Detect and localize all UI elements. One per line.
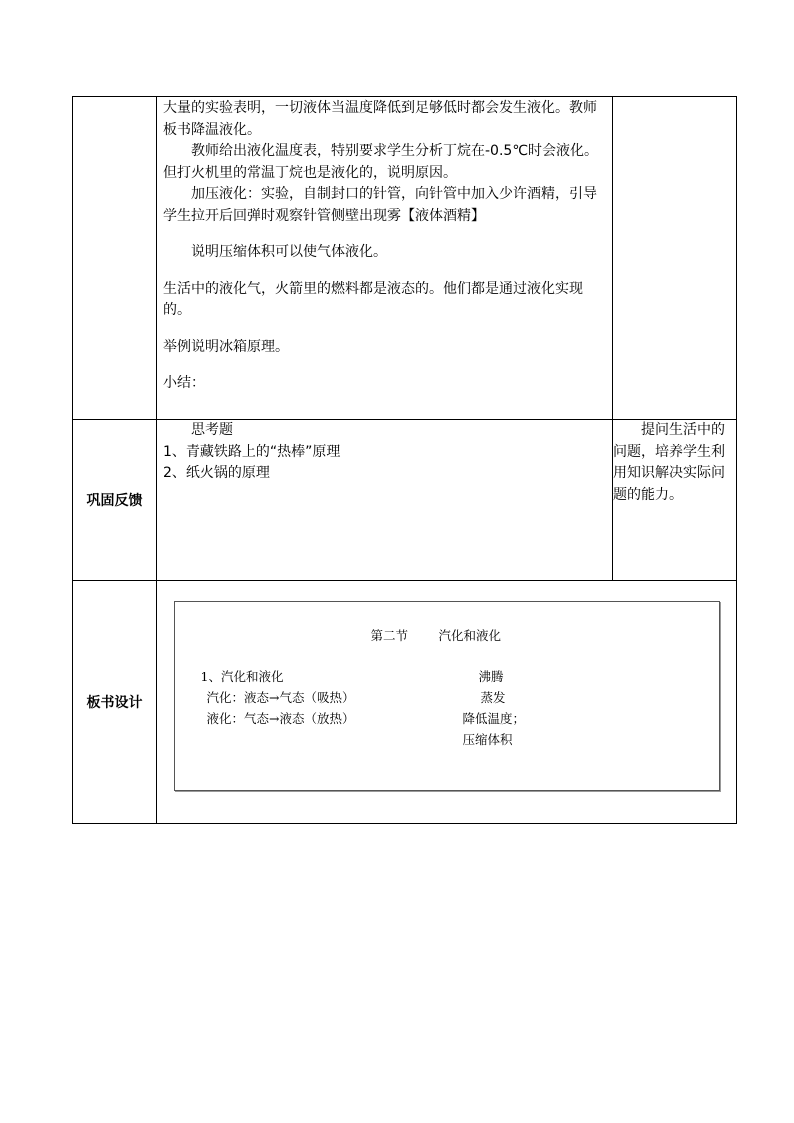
paragraph: 大量的实验表明，一切液体当温度降低到足够低时都会发生液化。教师板书降温液化。 bbox=[163, 100, 597, 138]
list-item: 2、纸火锅的原理 bbox=[163, 465, 270, 481]
note-cell: 提问生活中的问题，培养学生利用知识解决实际问题的能力。 bbox=[613, 420, 737, 581]
note-cell bbox=[613, 97, 737, 420]
board-note: 压缩体积 bbox=[462, 732, 513, 747]
board-note: 沸腾 bbox=[478, 669, 504, 684]
content-cell bbox=[157, 420, 613, 581]
list-item: 1、青藏铁路上的“热棒”原理 bbox=[163, 443, 341, 460]
row-label bbox=[73, 97, 157, 420]
row-label: 板书设计 bbox=[73, 581, 157, 824]
paragraph: 小结： bbox=[163, 375, 205, 391]
question-title: 思考题 bbox=[191, 422, 233, 438]
board-line: 汽化：液态→气态（吸热） bbox=[206, 690, 355, 705]
board-note: 降低温度； bbox=[462, 711, 526, 726]
board-section: 第二节 bbox=[370, 628, 409, 643]
content-cell bbox=[157, 97, 613, 420]
blackboard-frame bbox=[174, 601, 720, 791]
board-cell bbox=[157, 581, 737, 824]
lesson-plan-table bbox=[72, 96, 737, 824]
paragraph: 加压液化：实验，自制封口的针管，向针管中加入少许酒精，引导学生拉开后回弹时观察针管侧壁出现雾【液体酒精】 bbox=[163, 186, 597, 224]
board-line: 液化：气态→液态（放热） bbox=[206, 711, 355, 726]
paragraph: 举例说明冰箱原理。 bbox=[163, 338, 289, 355]
board-note: 蒸发 bbox=[480, 690, 506, 705]
table-row bbox=[73, 97, 737, 420]
paragraph: 说明压缩体积可以使气体液化。 bbox=[191, 244, 387, 260]
row-label: 巩固反馈 bbox=[73, 420, 157, 581]
table-row bbox=[73, 581, 737, 824]
board-title: 汽化和液化 bbox=[438, 628, 502, 643]
board-heading: 1、汽化和液化 bbox=[200, 669, 284, 684]
paragraph: 生活中的液化气，火箭里的燃料都是液态的。他们都是通过液化实现的。 bbox=[163, 280, 583, 318]
paragraph: 教师给出液化温度表，特别要求学生分析丁烷在-0.5℃时会液化。但打火机里的常温丁烷也是液化的，说明原因。 bbox=[163, 143, 599, 181]
table-row bbox=[73, 420, 737, 581]
